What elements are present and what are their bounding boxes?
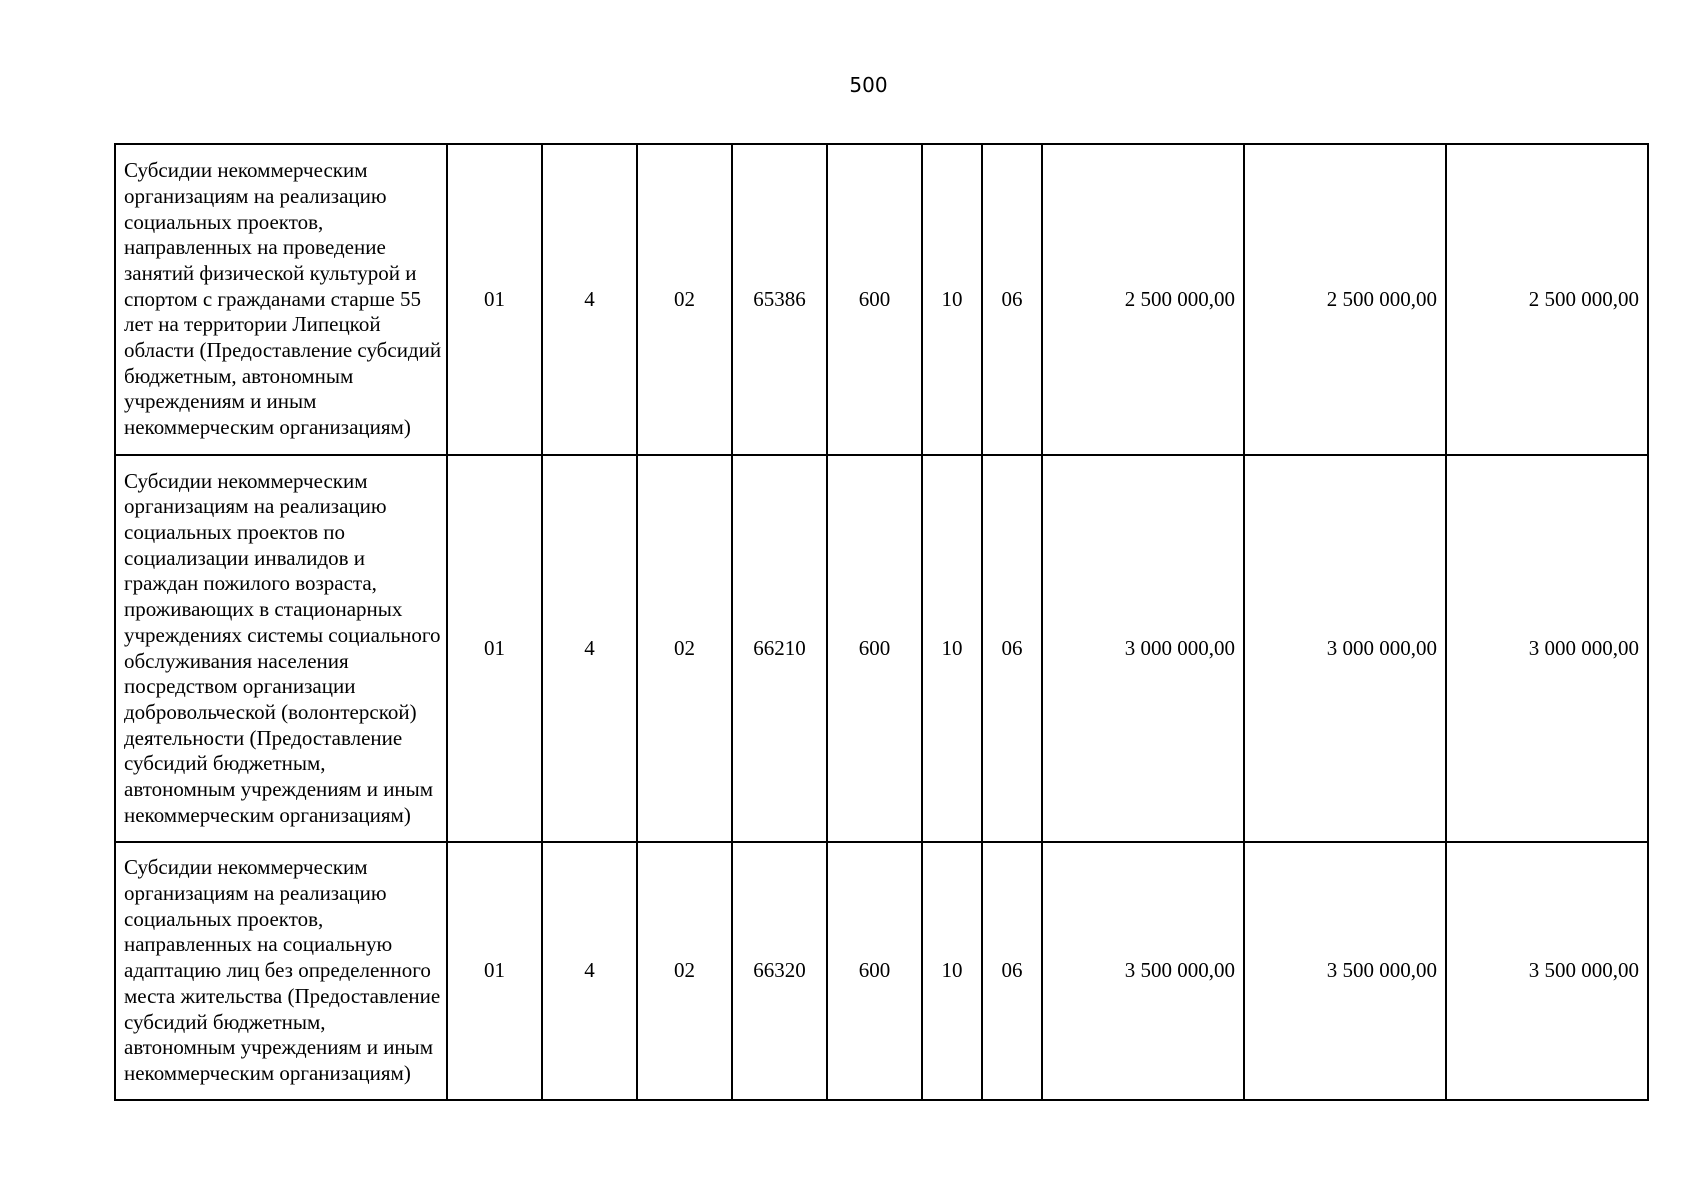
code-expense-type: 600 [827, 144, 922, 455]
code-section: 10 [922, 144, 982, 455]
amount-year-3: 2 500 000,00 [1446, 144, 1648, 455]
code-program: 01 [447, 144, 542, 455]
code-subprogram: 02 [637, 144, 732, 455]
page-number: 500 [849, 73, 888, 97]
amount-year-3: 3 000 000,00 [1446, 455, 1648, 842]
code-subsection: 06 [982, 144, 1042, 455]
code-expense-type: 600 [827, 455, 922, 842]
code-program: 01 [447, 842, 542, 1100]
amount-year-1: 3 500 000,00 [1042, 842, 1244, 1100]
row-description: Субсидии некоммерческим организациям на реализацию социальных проектов, направленных на социальную адаптацию лиц без определенного места жительства (Предоставление субсидий бюджетным, автономным учреждениям и иным некоммерческим организациям) [115, 842, 447, 1100]
row-description: Субсидии некоммерческим организациям на реализацию социальных проектов по социализации инвалидов и граждан пожилого возраста, проживающих в стационарных учреждениях системы социального обслуживания населения посредством организации добровольческой (волонтерской) деятельности (Предоставление субсидий бюджетным, автономным учреждениям и иным некоммерческим организациям) [115, 455, 447, 842]
table-row [115, 455, 1648, 842]
code-section: 10 [922, 455, 982, 842]
row-description: Субсидии некоммерческим организациям на реализацию социальных проектов, направленных на проведение занятий физической культурой и спортом с гражданами старше 55 лет на территории Липецкой области (Предоставление субсидий бюджетным, автономным учреждениям и иным некоммерческим организациям) [115, 144, 447, 455]
table-row [115, 144, 1648, 455]
amount-year-2: 3 500 000,00 [1244, 842, 1446, 1100]
code-section: 10 [922, 842, 982, 1100]
code-program: 01 [447, 455, 542, 842]
code-subprogram: 02 [637, 455, 732, 842]
amount-year-3: 3 500 000,00 [1446, 842, 1648, 1100]
code-direction: 66210 [732, 455, 827, 842]
code-subsection: 06 [982, 842, 1042, 1100]
code-subprogram: 02 [637, 842, 732, 1100]
table-row [115, 842, 1648, 1100]
code-type: 4 [542, 455, 637, 842]
budget-table [114, 143, 1649, 1101]
amount-year-2: 3 000 000,00 [1244, 455, 1446, 842]
code-subsection: 06 [982, 455, 1042, 842]
code-type: 4 [542, 144, 637, 455]
amount-year-1: 3 000 000,00 [1042, 455, 1244, 842]
code-expense-type: 600 [827, 842, 922, 1100]
amount-year-1: 2 500 000,00 [1042, 144, 1244, 455]
code-direction: 65386 [732, 144, 827, 455]
code-direction: 66320 [732, 842, 827, 1100]
amount-year-2: 2 500 000,00 [1244, 144, 1446, 455]
code-type: 4 [542, 842, 637, 1100]
